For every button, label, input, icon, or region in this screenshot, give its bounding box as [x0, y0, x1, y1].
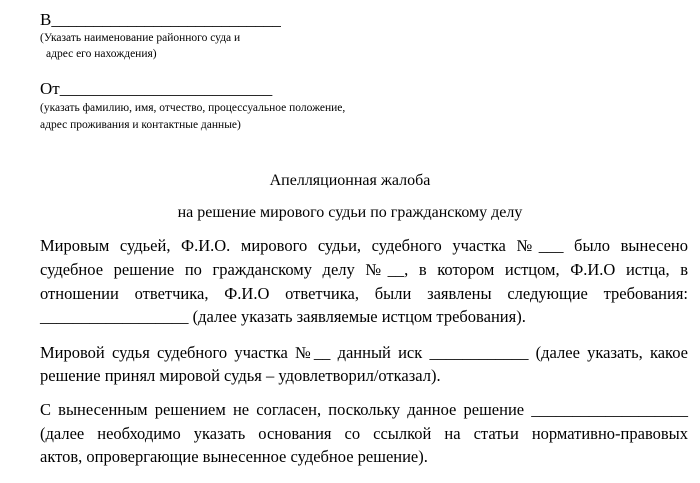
paragraph-3-line-3: актов, опровергающие вынесенное судебное решение).	[40, 447, 428, 466]
sender-note-2: адрес проживания и контактные данные)	[40, 119, 241, 131]
addressee-line: В___________________________	[40, 10, 281, 29]
sender-line: От_________________________	[40, 79, 273, 98]
paragraph-3-line-1: С вынесенным решением не согласен, поскольку данное решение ___________________	[40, 400, 688, 419]
sender-note-1: (указать фамилию, имя, отчество, процессуальное положение,	[40, 102, 346, 114]
paragraph-1-line-2: судебное решение по гражданскому делу №__, в котором истцом, Ф.И.О истца, в	[40, 260, 688, 279]
paragraph-2-line-2: решение принял мировой судья – удовлетворил/отказал).	[40, 366, 441, 385]
paragraph-2-line-1: Мировой судья судебного участка №__ данный иск ____________ (далее указать, какое	[40, 343, 688, 362]
addressee-note-1: (Указать наименование районного суда и	[40, 32, 241, 44]
paragraph-1-line-4: __________________ (далее указать заявляемые истцом требования).	[40, 307, 526, 326]
addressee-note-2: адрес его нахождения)	[46, 48, 157, 60]
paragraph-1-line-1: Мировым судьей, Ф.И.О. мирового судьи, судебного участка №___ было вынесено	[40, 236, 688, 255]
paragraph-3-line-2: (далее необходимо указать основания со ссылкой на статьи нормативно-правовых	[40, 424, 688, 443]
document-title: Апелляционная жалоба	[269, 172, 431, 189]
document-subtitle: на решение мирового судьи по гражданскому делу	[177, 204, 523, 221]
paragraph-1-line-3: отношении ответчика, Ф.И.О ответчика, были заявлены следующие требования:	[40, 284, 688, 303]
